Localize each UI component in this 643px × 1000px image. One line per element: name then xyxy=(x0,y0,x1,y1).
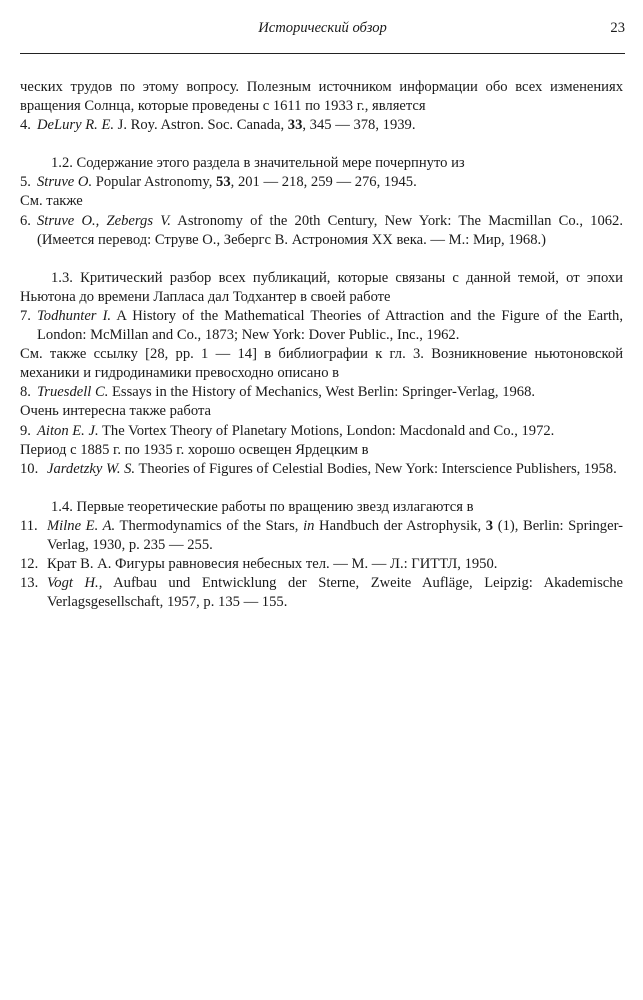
section-note xyxy=(20,498,623,517)
reference-text xyxy=(37,422,623,441)
reference-entry xyxy=(20,517,623,555)
paragraph-gap xyxy=(20,135,623,154)
reference-italic: in xyxy=(303,517,315,534)
reference-text xyxy=(37,383,623,402)
reference-body: Essays in the History of Mechanics, West Berlin: Springer-Verlag, 1968. xyxy=(108,384,536,401)
paragraph-text: Очень интересна также работа xyxy=(20,403,211,420)
reference-entry xyxy=(20,383,623,402)
reference-number: 10. xyxy=(20,460,39,477)
reference-pages: , 345 — 378, 1939. xyxy=(302,117,416,134)
reference-entry xyxy=(20,116,623,135)
reference-volume: 3 xyxy=(485,517,494,534)
reference-author: Todhunter I. xyxy=(37,307,112,324)
reference-body: The Vortex Theory of Planetary Motions, London: Macdonald and Co., 1972. xyxy=(98,422,555,439)
reference-body: J. Roy. Astron. Soc. Canada, xyxy=(114,117,288,134)
reference-text xyxy=(47,555,623,574)
reference-author: Milne E. A. xyxy=(47,517,116,534)
reference-entry xyxy=(20,460,623,479)
reference-entry xyxy=(20,173,623,192)
section-note xyxy=(20,154,623,173)
reference-text xyxy=(47,460,623,479)
paragraph-text: См. также xyxy=(20,193,83,210)
reference-text xyxy=(37,173,623,192)
reference-volume: 53 xyxy=(216,174,231,191)
reference-pages: , 201 — 218, 259 — 276, 1945. xyxy=(230,174,417,191)
reference-author: Struve O. xyxy=(37,174,93,191)
section-number: 1.3. xyxy=(51,269,73,286)
paragraph xyxy=(20,345,623,383)
paragraph xyxy=(20,78,623,116)
reference-body: Astronomy of the 20th Century, New York: The Macmillan Co., 1062. (Имеется перевод: Струве О., Зебергс В. Астрономия XX века. — М.: Мир, 1968.) xyxy=(37,212,623,248)
reference-body: Handbuch der Astrophysik, xyxy=(314,517,486,534)
paragraph-text: ческих трудов по этому вопросу. Полезным источником информации обо всех изменениях вращения Солнца, которые проведены с 1611 по 1933 г., является xyxy=(20,79,623,115)
paragraph-text: Первые теоретические работы по вращению звезд излагаются в xyxy=(72,498,474,515)
page-number: 23 xyxy=(610,20,625,36)
reference-author: Aiton E. J. xyxy=(37,422,99,439)
paragraph-text: Критический разбор всех публикаций, которые связаны с данной темой, от эпохи Ньютона до времени Лапласа дал Тодхантер в своей работе xyxy=(20,269,623,305)
reference-author: DeLury R. E. xyxy=(37,117,115,134)
reference-entry xyxy=(20,422,623,441)
reference-entry xyxy=(20,555,623,574)
reference-author: Jardetzky W. S. xyxy=(47,460,136,477)
reference-volume: 33 xyxy=(287,117,303,134)
reference-number: 5. xyxy=(20,174,31,191)
reference-number: 11. xyxy=(20,517,38,534)
reference-body: Theories of Figures of Celestial Bodies, New York: Interscience Publishers, 1958. xyxy=(135,460,617,477)
reference-body: Крат В. А. Фигуры равновесия небесных тел. — М. — Л.: ГИТТЛ, 1950. xyxy=(47,556,498,573)
reference-body: Thermodynamics of the Stars, xyxy=(115,517,304,534)
bibliography-notes xyxy=(20,78,623,612)
reference-number: 6. xyxy=(20,212,31,229)
header-title: Исторический обзор xyxy=(258,20,387,36)
reference-pages: (1), Berlin: Springer-Verlag, 1930, p. 235 — 255. xyxy=(47,517,624,553)
reference-number: 7. xyxy=(20,307,31,324)
reference-author: Truesdell C. xyxy=(37,384,109,401)
section-note xyxy=(20,269,623,307)
paragraph-text: См. также ссылку [28, pp. 1 — 14] в библиографии к гл. 3. Возникновение ньютоновской механики и гидродинамики превосходно описано в xyxy=(20,346,623,382)
reference-body: A History of the Mathematical Theories of Attraction and the Figure of the Earth, London: McMillan and Co., 1873; New York: Dover Public., Inc., 1962. xyxy=(37,307,623,344)
reference-number: 4. xyxy=(20,117,31,134)
paragraph-gap xyxy=(20,250,623,269)
paragraph xyxy=(20,192,623,211)
header-rule xyxy=(20,53,625,54)
paragraph xyxy=(20,402,623,421)
paragraph-text: Содержание этого раздела в значительной мере почерпнуто из xyxy=(72,155,465,172)
paragraph xyxy=(20,441,623,460)
running-header xyxy=(20,16,625,40)
reference-text xyxy=(37,116,623,135)
reference-body: , Aufbau und Entwicklung der Sterne, Zweite Aufläge, Leipzig: Akademische Verlagsgesellschaft, 1957, p. 135 — 155. xyxy=(47,575,624,611)
reference-body: Popular Astronomy, xyxy=(92,174,217,191)
paragraph-text: Период с 1885 г. по 1935 г. хорошо освещен Ярдецким в xyxy=(20,441,369,458)
section-number: 1.4. xyxy=(51,498,73,515)
reference-text xyxy=(47,574,623,612)
reference-number: 9. xyxy=(20,422,31,439)
reference-entry xyxy=(20,574,623,612)
reference-number: 13. xyxy=(20,575,39,592)
reference-text xyxy=(37,307,623,345)
paragraph-gap xyxy=(20,479,623,498)
reference-number: 8. xyxy=(20,384,31,401)
reference-author: Vogt H. xyxy=(47,575,99,592)
reference-number: 12. xyxy=(20,556,39,573)
reference-text xyxy=(37,212,623,250)
section-number: 1.2. xyxy=(51,155,73,172)
reference-entry xyxy=(20,307,623,345)
reference-entry xyxy=(20,212,623,250)
reference-author: Struve O., Zebergs V. xyxy=(37,212,171,229)
reference-text xyxy=(47,517,623,555)
